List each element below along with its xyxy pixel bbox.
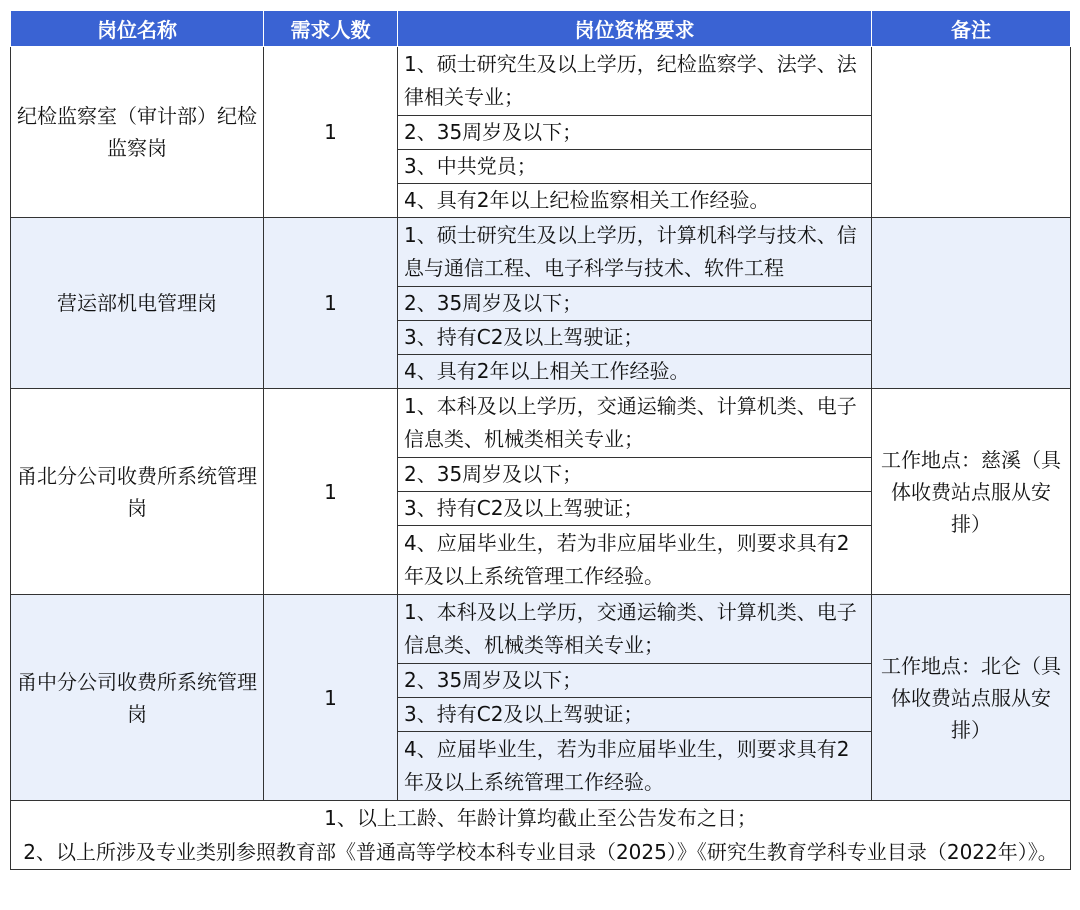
position-name: 纪检监察室（审计部）纪检监察岗 (11, 47, 264, 218)
requirement-item: 2、35周岁及以下； (398, 287, 872, 321)
requirement-item: 2、35周岁及以下； (398, 664, 872, 698)
requirement-item: 4、具有2年以上相关工作经验。 (398, 355, 872, 389)
requirement-item: 3、持有C2及以上驾驶证； (398, 698, 872, 732)
table-row (11, 218, 1071, 287)
remarks (872, 47, 1071, 218)
table-row (11, 47, 1071, 116)
requirement-item: 2、35周岁及以下； (398, 458, 872, 492)
job-requirements-table (10, 10, 1071, 870)
headcount: 1 (264, 218, 398, 389)
table-row (11, 389, 1071, 458)
header-row (11, 11, 1071, 47)
requirement-item: 4、应届毕业生，若为非应届毕业生，则要求具有2年及以上系统管理工作经验。 (398, 732, 872, 801)
headcount: 1 (264, 47, 398, 218)
remarks: 工作地点：北仑（具体收费站点服从安排） (872, 595, 1071, 801)
headcount: 1 (264, 595, 398, 801)
requirement-item: 1、硕士研究生及以上学历，计算机科学与技术、信息与通信工程、电子科学与技术、软件工程 (398, 218, 872, 287)
remarks (872, 218, 1071, 389)
requirement-item: 3、持有C2及以上驾驶证； (398, 492, 872, 526)
requirement-item: 3、持有C2及以上驾驶证； (398, 321, 872, 355)
header-position-name: 岗位名称 (11, 11, 264, 47)
footer-note-2: 2、以上所涉及专业类别参照教育部《普通高等学校本科专业目录（2025）》《研究生教育学科专业目录（2022年）》。 (23, 840, 1058, 864)
requirement-item: 4、应届毕业生，若为非应届毕业生，则要求具有2年及以上系统管理工作经验。 (398, 526, 872, 595)
requirement-item: 3、中共党员； (398, 150, 872, 184)
footer-notes (11, 801, 1071, 870)
position-name: 营运部机电管理岗 (11, 218, 264, 389)
requirement-item: 1、本科及以上学历，交通运输类、计算机类、电子信息类、机械类相关专业； (398, 389, 872, 458)
requirement-item: 2、35周岁及以下； (398, 116, 872, 150)
requirement-item: 1、硕士研究生及以上学历，纪检监察学、法学、法律相关专业； (398, 47, 872, 116)
footer-row (11, 801, 1071, 870)
header-remarks: 备注 (872, 11, 1071, 47)
remarks: 工作地点：慈溪（具体收费站点服从安排） (872, 389, 1071, 595)
headcount: 1 (264, 389, 398, 595)
header-headcount: 需求人数 (264, 11, 398, 47)
requirement-item: 4、具有2年以上纪检监察相关工作经验。 (398, 184, 872, 218)
header-requirements: 岗位资格要求 (398, 11, 872, 47)
position-name: 甬北分公司收费所系统管理岗 (11, 389, 264, 595)
footer-note-1: 1、以上工龄、年龄计算均截止至公告发布之日； (324, 806, 757, 830)
table-row (11, 595, 1071, 664)
position-name: 甬中分公司收费所系统管理岗 (11, 595, 264, 801)
requirement-item: 1、本科及以上学历，交通运输类、计算机类、电子信息类、机械类等相关专业； (398, 595, 872, 664)
